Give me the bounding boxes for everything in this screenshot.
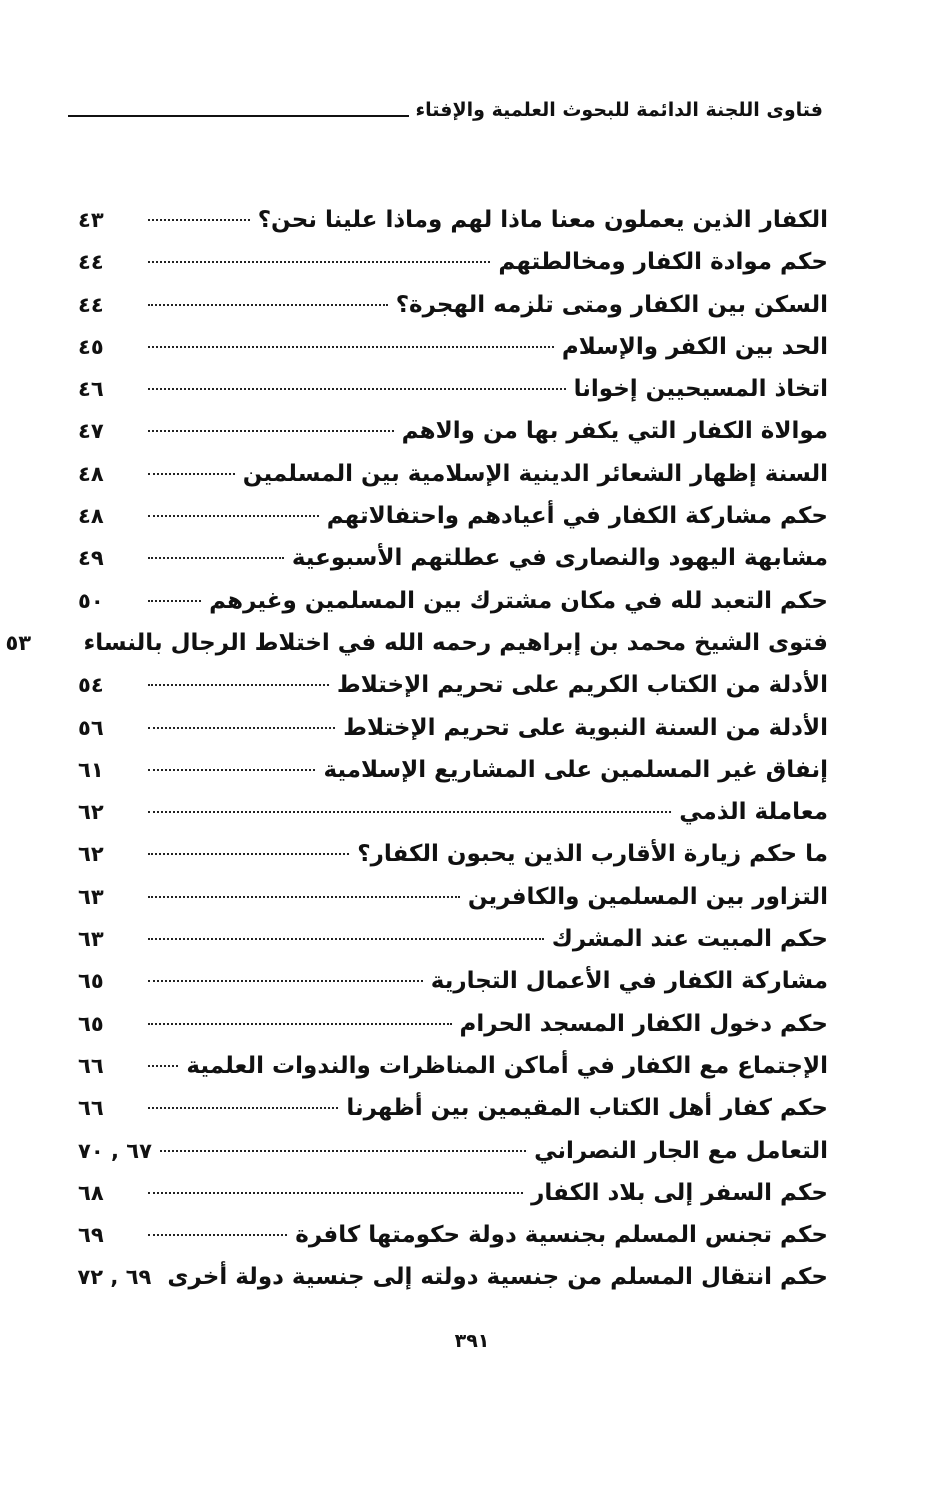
toc-entry (78, 791, 828, 833)
toc-entry-title: التزاور بين المسلمين والكافرين (467, 883, 828, 910)
toc-entry-page: ٤٧ (78, 419, 104, 444)
toc-entry (78, 326, 828, 368)
toc-entry-title: فتوى الشيخ محمد بن إبراهيم رحمه الله في اختلاط الرجال بالنساء (83, 629, 828, 656)
toc-entry (78, 960, 828, 1002)
toc-entry-title: الإجتماع مع الكفار في أماكن المناظرات والندوات العلمية (186, 1052, 828, 1079)
toc-entry-page: ٥٠ (78, 588, 104, 613)
toc-entry (78, 453, 828, 495)
toc-entry-title: حكم السفر إلى بلاد الكفار (531, 1179, 828, 1206)
toc-entry-title: مشاركة الكفار في الأعمال التجارية (430, 968, 828, 995)
toc-entry (78, 241, 828, 283)
toc-entry-page: ٦٣ (78, 927, 104, 952)
dot-leader (148, 388, 566, 390)
toc-entry (78, 876, 828, 918)
dot-leader (148, 1234, 287, 1236)
toc-entry-page: ٤٨ (78, 461, 104, 486)
toc-entry-page: ٤٤ (78, 292, 104, 317)
table-of-contents (5, 199, 828, 1299)
toc-entry (78, 1214, 828, 1256)
toc-entry-title: الكفار الذين يعملون معنا ماذا لهم وماذا علينا نحن؟ (257, 207, 828, 233)
dot-leader (148, 811, 671, 813)
toc-entry-page: ٦٦ (78, 1053, 104, 1078)
toc-entry-page: ٤٦ (78, 377, 104, 402)
dot-leader (148, 473, 235, 475)
toc-entry-title: السكن بين الكفار ومتى تلزمه الهجرة؟ (395, 291, 828, 318)
toc-entry-title: ما حكم زيارة الأقارب الذين يحبون الكفار؟ (357, 841, 828, 868)
toc-entry-page: ٤٨ (78, 504, 104, 529)
dot-leader (148, 346, 554, 348)
dot-leader (148, 1023, 452, 1025)
toc-entry-page: ٦٣ (78, 884, 104, 909)
toc-entry (78, 1172, 828, 1214)
dot-leader (148, 430, 394, 432)
toc-entry-title: حكم تجنس المسلم بجنسية دولة حكومتها كافرة (295, 1222, 828, 1249)
toc-entry (5, 622, 828, 664)
toc-entry-page: ٥٣ (5, 630, 32, 655)
toc-entry (78, 1003, 828, 1045)
dot-leader (148, 1065, 178, 1067)
toc-entry-title: حكم دخول الكفار المسجد الحرام (459, 1010, 828, 1037)
toc-entry-page: ٦١ (78, 757, 104, 782)
toc-entry-page: ٥٤ (78, 673, 104, 698)
toc-entry-title: حكم مشاركة الكفار في أعيادهم واحتفالاتهم (326, 503, 828, 530)
dot-leader (148, 515, 319, 517)
dot-leader (148, 853, 349, 855)
dot-leader (148, 219, 250, 221)
toc-entry-title: الحد بين الكفر والإسلام (561, 333, 828, 360)
dot-leader (148, 304, 388, 306)
toc-entry-title: حكم التعبد لله في مكان مشترك بين المسلمين وغيرهم (209, 587, 828, 614)
toc-entry-title: حكم كفار أهل الكتاب المقيمين بين أظهرنا (346, 1095, 828, 1122)
toc-entry-page: ٦٩ , ٧٢ (77, 1265, 152, 1290)
toc-entry (78, 1256, 828, 1298)
toc-entry (78, 410, 828, 452)
toc-entry-page: ٦٩ (78, 1223, 104, 1248)
toc-entry-page: ٦٦ (78, 1096, 104, 1121)
toc-entry (78, 368, 828, 410)
toc-entry-page: ٥٦ (78, 715, 104, 740)
dot-leader (148, 938, 544, 940)
dot-leader (148, 684, 329, 686)
toc-entry (78, 1130, 828, 1172)
toc-entry-page: ٦٨ (78, 1180, 104, 1205)
dot-leader (148, 727, 335, 729)
toc-entry-title: التعامل مع الجار النصراني (534, 1137, 828, 1164)
dot-leader (148, 896, 460, 898)
dot-leader (148, 1192, 523, 1194)
toc-entry-title: اتخاذ المسيحيين إخوانا (573, 376, 828, 403)
toc-entry (78, 580, 828, 622)
toc-entry-page: ٤٩ (78, 546, 104, 571)
toc-entry (78, 707, 828, 749)
toc-entry (78, 1087, 828, 1129)
toc-entry (78, 664, 828, 706)
dot-leader (148, 980, 423, 982)
dot-leader (148, 600, 201, 602)
toc-entry-page: ٤٤ (78, 250, 104, 275)
toc-entry-title: الأدلة من الكتاب الكريم على تحريم الإختلاط (336, 672, 828, 699)
dot-leader (148, 1107, 338, 1109)
toc-entry (78, 918, 828, 960)
dot-leader (148, 557, 284, 559)
dot-leader (160, 1150, 526, 1152)
toc-entry (78, 1045, 828, 1087)
book-title: فتاوى اللجنة الدائمة للبحوث العلمية والإفتاء (415, 99, 823, 121)
toc-entry-title: موالاة الكفار التي يكفر بها من والاهم (401, 418, 828, 445)
toc-entry-page: ٤٥ (78, 334, 104, 359)
toc-entry (78, 495, 828, 537)
toc-entry-page: ٦٢ (78, 800, 104, 825)
toc-entry (78, 199, 828, 241)
toc-entry-page: ٤٣ (78, 208, 104, 232)
header-rule (68, 115, 409, 117)
toc-entry-page: ٦٥ (78, 1011, 104, 1036)
toc-entry (78, 833, 828, 875)
toc-entry-page: ٦٢ (78, 842, 104, 867)
toc-entry-page: ٦٧ , ٧٠ (78, 1138, 152, 1163)
toc-entry-title: معاملة الذمي (679, 799, 828, 826)
toc-entry-page: ٦٥ (78, 969, 104, 994)
toc-entry-title: حكم انتقال المسلم من جنسية دولته إلى جنسية دولة أخرى (167, 1264, 828, 1291)
toc-entry (78, 284, 828, 326)
dot-leader (148, 261, 490, 263)
toc-entry-title: إنفاق غير المسلمين على المشاريع الإسلامية (323, 756, 828, 783)
dot-leader (148, 769, 315, 771)
toc-entry-title: حكم موادة الكفار ومخالطتهم (498, 249, 828, 276)
page-number: ٣٩١ (454, 1330, 490, 1352)
toc-entry-title: الأدلة من السنة النبوية على تحريم الإختلاط (343, 714, 828, 741)
toc-entry-title: مشابهة اليهود والنصارى في عطلتهم الأسبوعية (291, 545, 828, 572)
toc-entry (78, 749, 828, 791)
toc-entry-title: حكم المبيت عند المشرك (551, 926, 828, 953)
running-header (68, 86, 823, 120)
toc-entry-title: السنة إظهار الشعائر الدينية الإسلامية بين المسلمين (242, 460, 828, 487)
toc-entry (78, 537, 828, 579)
